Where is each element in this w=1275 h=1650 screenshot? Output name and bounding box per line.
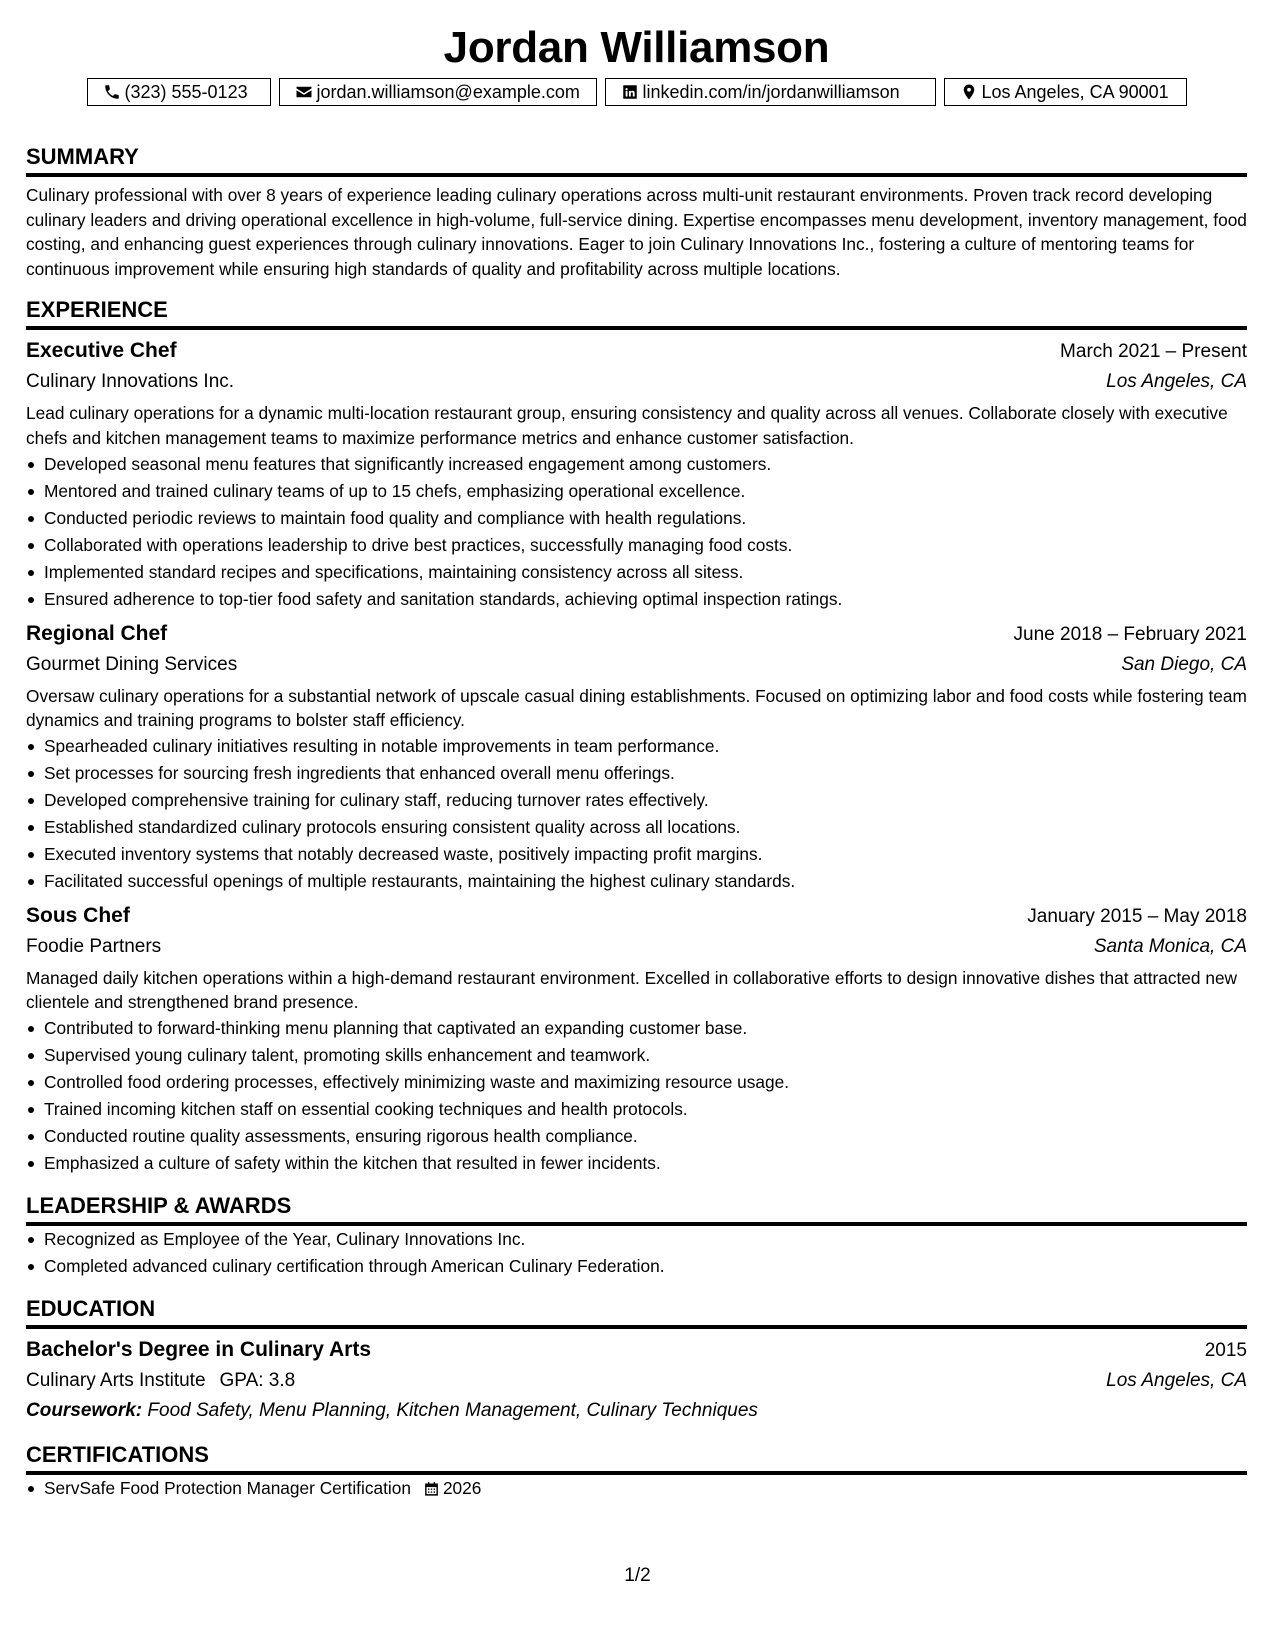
contact-location: [944, 78, 1187, 106]
certification-year: 2026: [442, 1477, 482, 1498]
section-title-education: EDUCATION: [26, 1296, 1247, 1329]
job-location: Santa Monica, CA: [1093, 935, 1247, 957]
education-entry: [26, 1335, 1247, 1426]
list-item: Executed inventory systems that notably decreased waste, positively impacting profit margins.: [44, 841, 1247, 868]
job-bullets: [26, 1015, 1247, 1177]
linkedin-text: linkedin.com/in/jordanwilliamson: [642, 82, 900, 102]
list-item: Recognized as Employee of the Year, Culinary Innovations Inc.: [44, 1226, 1247, 1253]
job-bullets: [26, 451, 1247, 613]
summary-text: Culinary professional with over 8 years of experience leading culinary operations across multi-unit restaurant environments. Proven track record developing culinary leaders and driving operational excellence in high-volume, full-service dining. Expertise encompasses menu development, inventory management, food costing, and enhancing guest experiences through culinary innovations. Eager to join Culinary Innovations Inc., fostering a culture of mentoring teams for continuous improvement while ensuring high standards of quality and profitability across multiple locations.: [26, 185, 1247, 279]
list-item: Ensured adherence to top-tier food safety and sanitation standards, achieving optimal inspection ratings.: [44, 586, 1247, 613]
school-location: Los Angeles, CA: [1106, 1369, 1247, 1391]
awards-list: [26, 1226, 1247, 1280]
location-text: Los Angeles, CA 90001: [981, 82, 1169, 102]
gpa: GPA: 3.8: [219, 1369, 296, 1391]
phone-icon: [103, 83, 121, 101]
job-dates: January 2015 – May 2018: [1027, 905, 1247, 927]
section-title-certifications: CERTIFICATIONS: [26, 1442, 1247, 1475]
list-item: Conducted routine quality assessments, ensuring rigorous health compliance.: [44, 1123, 1247, 1150]
coursework-list: Food Safety, Menu Planning, Kitchen Management, Culinary Techniques: [147, 1399, 758, 1421]
job-entry: [26, 901, 1247, 1177]
list-item: Contributed to forward-thinking menu planning that captivated an expanding customer base.: [44, 1015, 1247, 1042]
list-item: Spearheaded culinary initiatives resulting in notable improvements in team performance.: [44, 733, 1247, 760]
list-item: Collaborated with operations leadership to drive best practices, successfully managing food costs.: [44, 532, 1247, 559]
job-description: Oversaw culinary operations for a substantial network of upscale casual dining establishments. Focused on optimizing labor and food costs while fostering team dynamics and training programs to bolster staff efficiency.: [26, 685, 1247, 731]
email-text: jordan.williamson@example.com: [316, 82, 580, 102]
degree: Bachelor's Degree in Culinary Arts: [26, 1337, 371, 1361]
school-name: Culinary Arts Institute: [26, 1369, 206, 1391]
job-description: Managed daily kitchen operations within a high-demand restaurant environment. Excelled in collaborative efforts to design innovative dishes that attracted new clientele and strengthened brand presence.: [26, 967, 1238, 1013]
school-and-gpa: [26, 1366, 295, 1396]
section-title-experience: EXPERIENCE: [26, 297, 1247, 330]
job-company: Gourmet Dining Services: [26, 653, 238, 675]
job-dates: June 2018 – February 2021: [1013, 623, 1247, 645]
list-item: Emphasized a culture of safety within the kitchen that resulted in fewer incidents.: [44, 1150, 1247, 1177]
list-item: Set processes for sourcing fresh ingredients that enhanced overall menu offerings.: [44, 760, 1247, 787]
calendar-icon: [423, 1480, 440, 1497]
map-marker-icon: [960, 83, 978, 101]
job-title: Regional Chef: [26, 621, 168, 645]
job-title: Sous Chef: [26, 903, 130, 927]
job-company: Culinary Innovations Inc.: [26, 371, 235, 393]
coursework-label: Coursework:: [26, 1399, 143, 1421]
list-item: Developed comprehensive training for culinary staff, reducing turnover rates effectively.: [44, 787, 1247, 814]
contact-linkedin[interactable]: [605, 78, 936, 106]
job-title: Executive Chef: [26, 339, 177, 363]
list-item: Established standardized culinary protocols ensuring consistent quality across all locations.: [44, 814, 1247, 841]
linkedin-icon: [621, 83, 639, 101]
list-item: Developed seasonal menu features that significantly increased engagement among customers.: [44, 451, 1247, 478]
certification-name: ServSafe Food Protection Manager Certification: [44, 1477, 411, 1498]
list-item: Implemented standard recipes and specifications, maintaining consistency across all sitess.: [44, 559, 1247, 586]
certifications-list: [26, 1475, 1247, 1502]
section-title-summary: SUMMARY: [26, 144, 1247, 177]
resume-page: [26, 18, 1247, 1502]
certification-date: [423, 1475, 481, 1502]
list-item: Conducted periodic reviews to maintain food quality and compliance with health regulations.: [44, 505, 1247, 532]
phone-text: (323) 555-0123: [124, 82, 248, 102]
page-number: 1/2: [624, 1565, 651, 1586]
list-item: Controlled food ordering processes, effectively minimizing waste and maximizing resource usage.: [44, 1069, 1247, 1096]
graduation-year: 2015: [1204, 1339, 1247, 1361]
contact-email[interactable]: [279, 78, 597, 106]
list-item: Completed advanced culinary certification through American Culinary Federation.: [44, 1253, 1247, 1280]
list-item: Facilitated successful openings of multiple restaurants, maintaining the highest culinary standards.: [44, 868, 1247, 895]
candidate-name: Jordan Williamson: [443, 23, 830, 72]
list-item: Supervised young culinary talent, promoting skills enhancement and teamwork.: [44, 1042, 1247, 1069]
job-description: Lead culinary operations for a dynamic multi-location restaurant group, ensuring consistency and quality across all venues. Collaborate closely with executive chefs and kitchen management teams to maximize performance metrics and enhance customer satisfaction.: [26, 403, 1228, 448]
job-dates: March 2021 – Present: [1060, 341, 1247, 363]
job-location: San Diego, CA: [1121, 653, 1247, 675]
job-location: Los Angeles, CA: [1106, 371, 1247, 393]
envelope-icon: [295, 83, 313, 101]
list-item: Trained incoming kitchen staff on essential cooking techniques and health protocols.: [44, 1096, 1247, 1123]
list-item: Mentored and trained culinary teams of up to 15 chefs, emphasizing operational excellence.: [44, 478, 1247, 505]
section-title-leadership: LEADERSHIP & AWARDS: [26, 1193, 1247, 1226]
contact-bar: [26, 78, 1247, 106]
job-entry: [26, 336, 1247, 612]
job-company: Foodie Partners: [26, 935, 162, 957]
job-entry: [26, 619, 1247, 895]
job-bullets: [26, 733, 1247, 895]
contact-phone[interactable]: [87, 78, 271, 106]
coursework: [26, 1396, 1247, 1426]
list-item: [44, 1475, 1247, 1502]
